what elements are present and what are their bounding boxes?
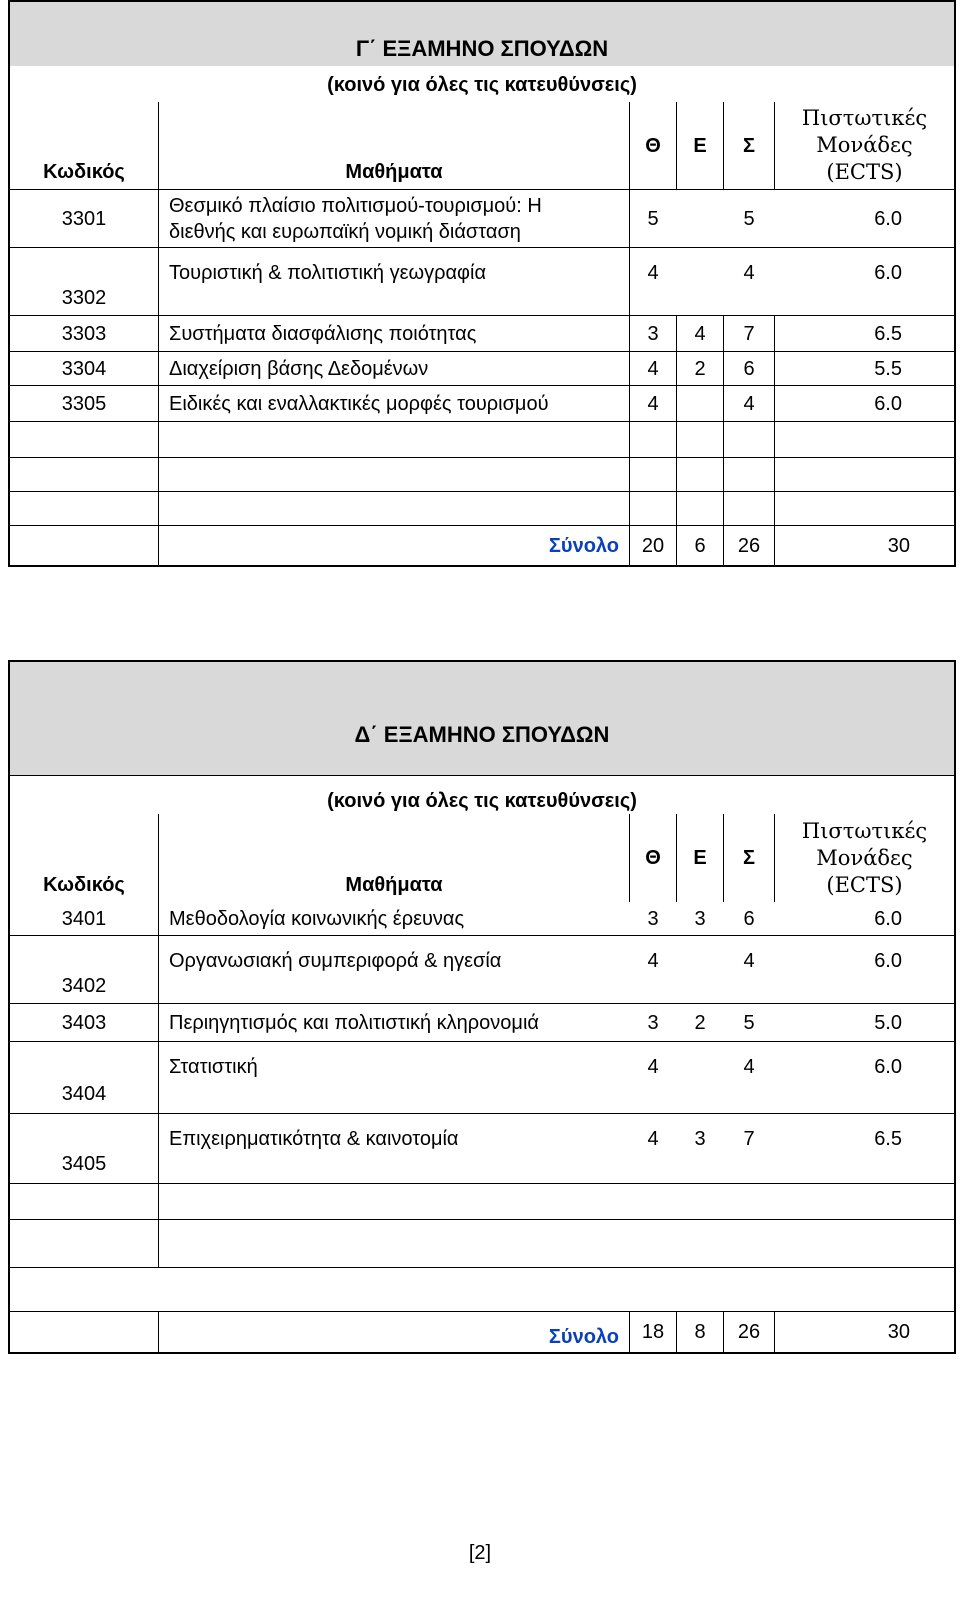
course-sum: 5 bbox=[743, 1011, 755, 1034]
course-code: 3303 bbox=[61, 322, 107, 345]
course-ects: 5.5 bbox=[874, 357, 902, 380]
course-exercise: 3 bbox=[694, 1128, 706, 1150]
course-name: Επιχειρηματικότητα & καινοτομία bbox=[169, 1128, 459, 1150]
header-course: Μαθήματα bbox=[345, 874, 443, 896]
course-theory: 5 bbox=[647, 207, 659, 230]
table-row bbox=[10, 902, 954, 936]
course-ects: 6.5 bbox=[874, 1128, 902, 1150]
course-ects: 6.0 bbox=[874, 207, 902, 230]
course-theory: 3 bbox=[647, 907, 659, 930]
course-ects: 5.0 bbox=[874, 1011, 902, 1034]
course-code: 3402 bbox=[61, 975, 107, 997]
table-row bbox=[10, 1114, 954, 1184]
course-exercise: 2 bbox=[694, 1011, 706, 1034]
course-sum: 4 bbox=[743, 1056, 755, 1078]
table-row bbox=[10, 1004, 954, 1042]
total-label: Σύνολο bbox=[548, 1326, 619, 1348]
course-name: Στατιστική bbox=[169, 1056, 258, 1078]
course-code: 3301 bbox=[61, 207, 107, 230]
total-sum: 26 bbox=[737, 1321, 761, 1343]
course-name: Μεθοδολογία κοινωνικής έρευνας bbox=[169, 907, 465, 930]
course-exercise: 4 bbox=[694, 322, 706, 345]
total-theory: 18 bbox=[641, 1321, 665, 1343]
page-number: [2] bbox=[468, 1542, 492, 1564]
course-ects: 6.0 bbox=[874, 950, 902, 972]
semester-c-title-row bbox=[10, 2, 954, 66]
course-ects: 6.0 bbox=[874, 907, 902, 930]
course-theory: 4 bbox=[647, 1128, 659, 1150]
total-label: Σύνολο bbox=[548, 534, 619, 557]
course-name: Θεσμικό πλαίσιο πολιτισμού-τουρισμού: Η διεθνής και ευρωπαϊκή νομική διάσταση bbox=[169, 194, 542, 243]
course-name: Τουριστική & πολιτιστική γεωγραφία bbox=[169, 262, 487, 284]
header-theory: Θ bbox=[645, 134, 661, 157]
course-sum: 4 bbox=[743, 262, 755, 284]
course-exercise: 2 bbox=[694, 357, 706, 380]
semester-d-title-row bbox=[10, 662, 954, 776]
course-sum: 6 bbox=[743, 907, 755, 930]
course-name: Οργανωσιακή συμπεριφορά & ηγεσία bbox=[169, 950, 502, 972]
empty-row bbox=[10, 1184, 954, 1220]
total-exercise: 6 bbox=[694, 534, 706, 557]
empty-row bbox=[10, 458, 954, 492]
total-ects: 30 bbox=[887, 534, 910, 557]
course-sum: 4 bbox=[743, 950, 755, 972]
header-sum: Σ bbox=[742, 134, 755, 157]
total-sum: 26 bbox=[737, 534, 761, 557]
course-sum: 5 bbox=[743, 207, 755, 230]
course-name: Συστήματα διασφάλισης ποιότητας bbox=[169, 322, 477, 345]
course-ects: 6.0 bbox=[874, 1056, 902, 1078]
course-code: 3403 bbox=[61, 1011, 107, 1034]
course-ects: 6.5 bbox=[874, 322, 902, 345]
course-name: Περιηγητισμός και πολιτιστική κληρονομιά bbox=[169, 1011, 539, 1034]
semester-c-total-row bbox=[10, 526, 954, 565]
course-name: Διαχείριση βάσης Δεδομένων bbox=[169, 357, 429, 380]
course-exercise bbox=[677, 936, 723, 1003]
course-theory: 4 bbox=[647, 1056, 659, 1078]
semester-d-header-row bbox=[10, 814, 954, 902]
header-code: Κωδικός bbox=[43, 874, 125, 896]
course-ects: 6.0 bbox=[874, 392, 902, 415]
table-row bbox=[10, 316, 954, 352]
total-ects: 30 bbox=[887, 1321, 910, 1343]
course-theory: 4 bbox=[647, 950, 659, 972]
course-code: 3404 bbox=[61, 1083, 107, 1105]
header-exercise: Ε bbox=[693, 134, 707, 157]
course-code: 3405 bbox=[61, 1153, 107, 1175]
course-name: Ειδικές και εναλλακτικές μορφές τουρισμού bbox=[169, 392, 549, 415]
header-theory: Θ bbox=[645, 847, 661, 869]
course-code: 3304 bbox=[61, 357, 107, 380]
course-ects: 6.0 bbox=[874, 262, 902, 284]
course-exercise bbox=[677, 1042, 723, 1113]
course-theory: 3 bbox=[647, 1011, 659, 1034]
course-theory: 4 bbox=[647, 392, 659, 415]
semester-c-subtitle: (κοινό για όλες τις κατευθύνσεις) bbox=[327, 74, 637, 96]
course-theory: 3 bbox=[647, 322, 659, 345]
table-row bbox=[10, 1042, 954, 1114]
semester-d-table bbox=[8, 660, 956, 1354]
semester-c-header-row bbox=[10, 102, 954, 190]
semester-c-subtitle-row bbox=[10, 66, 954, 104]
semester-d-subtitle: (κοινό για όλες τις κατευθύνσεις) bbox=[327, 790, 637, 812]
semester-c-title: Γ΄ ΕΞΑΜΗΝΟ ΣΠΟΥΔΩΝ bbox=[355, 36, 609, 61]
table-row bbox=[10, 190, 954, 248]
course-exercise bbox=[677, 386, 723, 421]
course-code: 3302 bbox=[61, 287, 107, 309]
empty-row bbox=[10, 422, 954, 458]
table-row bbox=[10, 352, 954, 386]
course-exercise bbox=[677, 248, 723, 315]
empty-row bbox=[10, 1220, 954, 1268]
header-sum: Σ bbox=[742, 847, 755, 869]
course-sum: 7 bbox=[743, 1128, 755, 1150]
course-sum: 4 bbox=[743, 392, 755, 415]
header-course: Μαθήματα bbox=[345, 161, 443, 183]
course-exercise bbox=[677, 190, 723, 247]
course-sum: 7 bbox=[743, 322, 755, 345]
course-sum: 6 bbox=[743, 357, 755, 380]
empty-row bbox=[10, 492, 954, 526]
header-code: Κωδικός bbox=[43, 161, 125, 183]
total-exercise: 8 bbox=[694, 1321, 706, 1343]
course-code: 3401 bbox=[61, 907, 107, 930]
table-row bbox=[10, 386, 954, 422]
semester-d-title: Δ΄ ΕΞΑΜΗΝΟ ΣΠΟΥΔΩΝ bbox=[354, 722, 610, 747]
semester-d-total-row bbox=[10, 1312, 954, 1352]
semester-d-subtitle-row bbox=[10, 776, 954, 816]
course-theory: 4 bbox=[647, 357, 659, 380]
total-theory: 20 bbox=[641, 534, 665, 557]
semester-c-table bbox=[8, 0, 956, 567]
header-exercise: Ε bbox=[693, 847, 707, 869]
empty-row bbox=[10, 1268, 954, 1312]
header-ects: Πιστωτικές Μονάδες (ECTS) bbox=[801, 818, 928, 897]
table-row bbox=[10, 936, 954, 1004]
header-ects: Πιστωτικές Μονάδες (ECTS) bbox=[801, 106, 928, 184]
course-exercise: 3 bbox=[694, 907, 706, 930]
course-theory: 4 bbox=[647, 262, 659, 284]
table-row bbox=[10, 248, 954, 316]
course-code: 3305 bbox=[61, 392, 107, 415]
